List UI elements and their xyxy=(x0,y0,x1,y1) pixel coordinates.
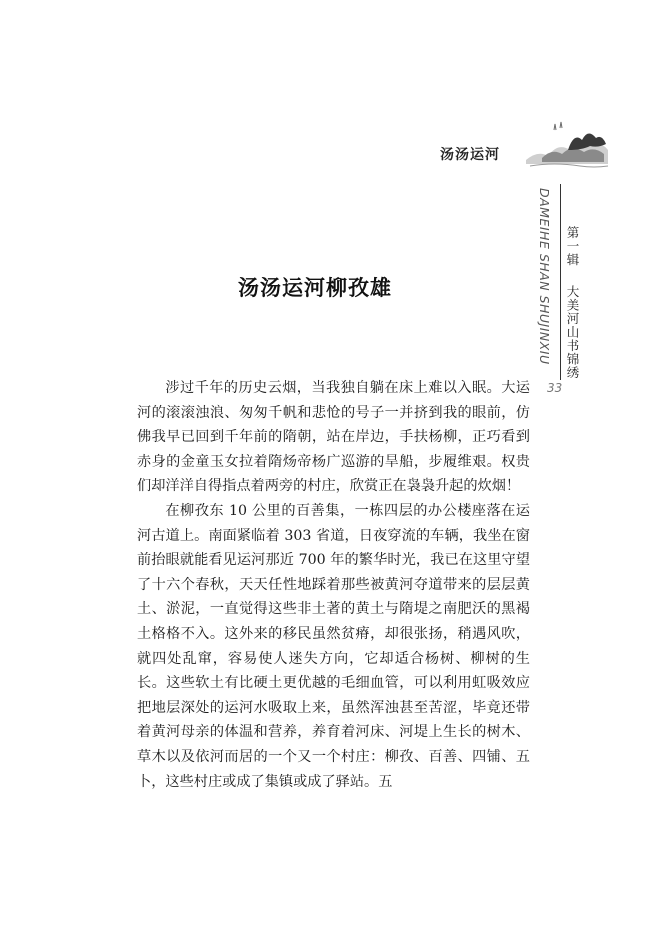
sidebar-divider xyxy=(560,184,561,380)
page-number: 33 xyxy=(547,381,563,395)
article-body xyxy=(137,376,530,794)
volume-label: 第一辑 xyxy=(565,226,580,267)
running-head-title: 汤汤运河 xyxy=(440,147,500,163)
article-title: 汤汤运河柳孜雄 xyxy=(238,276,392,300)
ink-landscape-icon xyxy=(524,120,610,172)
series-latin-title: DAMEIHE SHAN SHUJINXIU xyxy=(537,188,552,365)
paragraph: 涉过千年的历史云烟，当我独自躺在床上难以入眠。大运河的滚滚浊浪、匆匆千帆和悲怆的号子一并挤到我的眼前，仿佛我早已回到千年前的隋朝，站在岸边，手扶杨柳，正巧看到赤身的金童玉女拉着隋炀帝杨广巡游的旱船，步履维艰。权贵们却洋洋自得指点着两旁的村庄，欣赏正在袅袅升起的炊烟！ xyxy=(137,380,530,495)
paragraph: 在柳孜东 10 公里的百善集，一栋四层的办公楼座落在运河古道上。南面紧临着 303 省道，日夜穿流的车辆，我坐在窗前抬眼就能看见运河那近 700 年的繁华时光，我已在这里守望了十六个春秋，天天任性地踩着那些被黄河夺道带来的层层黄土、淤泥，一直觉得这些非土著的黄土与隋堤之南肥沃的黑褐土格格不入。这外来的移民虽然贫瘠，却很张扬，稍遇风吹，就四处乱窜，容易使人迷失方向，它却适合杨树、柳树的生长。这些软土有比硬土更优越的毛细血管，可以利用虹吸效应把地层深处的运河水吸取上来，虽然浑浊甚至苦涩，毕竟还带着黄河母亲的体温和营养，养育着河床、河堤上生长的树木、草木以及依河而居的一个又一个村庄：柳孜、百善、四铺、五卜，这些村庄或成了集镇或成了驿站。五 xyxy=(137,502,530,790)
series-title: 大美河山书锦绣 xyxy=(565,285,580,380)
series-label xyxy=(565,226,579,380)
